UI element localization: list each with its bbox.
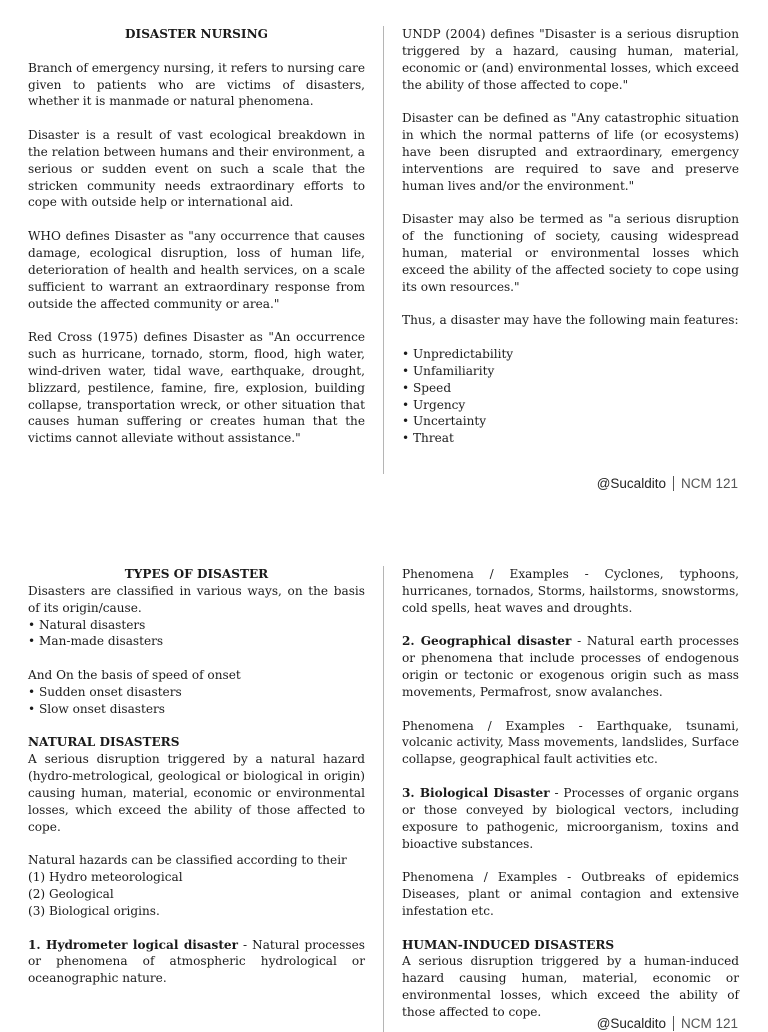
list-item: • Sudden onset disasters (28, 684, 365, 701)
geo-disaster-text: - Natural earth processes or phenomena that include processes of endogenous origin or tectonic or exogenous origin such as mass movements, Permafrost, snow avalanches. (402, 634, 739, 699)
page2-left-column (28, 566, 365, 987)
cause-list (28, 617, 365, 651)
paragraph-definition: Branch of emergency nursing, it refers to nursing care given to patients who are victims of disasters, whether it is manmade or natural phenomena. (28, 60, 365, 109)
natural-disasters-heading: NATURAL DISASTERS (28, 735, 180, 750)
speed-list (28, 684, 365, 718)
list-item: • Unpredictability (402, 346, 739, 363)
hazards-list (28, 869, 365, 920)
course-code: NCM 121 (680, 476, 738, 491)
author-handle: @Sucaldito (596, 476, 666, 491)
list-item: (3) Biological origins. (28, 903, 160, 918)
paragraph-who-definition: WHO defines Disaster as "any occurrence that causes damage, ecological disruption, loss of human life, deterioration of health and health services, on a scale sufficient to warrant an extraordinary response from outside the affected community or area." (28, 229, 365, 311)
list-item: (2) Geological (28, 887, 114, 902)
course-code: NCM 121 (680, 1016, 738, 1031)
page1-right-column (402, 26, 739, 447)
list-item: • Natural disasters (28, 617, 365, 634)
page1-left-column (28, 26, 365, 447)
hydro-disaster-heading: 1. Hydrometer logical disaster (28, 937, 238, 952)
list-item: • Urgency (402, 397, 739, 414)
list-item: • Unfamiliarity (402, 363, 739, 380)
paragraph-hazards-intro: Natural hazards can be classified according to their (28, 853, 347, 868)
bio-disaster-text: - Processes of organic organs or those conveyed by biological vectors, including exposure to pathogenic, microorganism, toxins and bioactive substances. (402, 785, 739, 851)
paragraph-society-disruption: Disaster may also be termed as "a serious disruption of the functioning of society, causing widespread human, material or environmental losses which exceed the ability of the affected society to cope using its own resources." (402, 212, 739, 294)
paragraph-geo-examples: Phenomena / Examples - Earthquake, tsunami, volcanic activity, Mass movements, landslides, Surface collapse, geographical fault activities etc. (402, 718, 739, 767)
list-item: (1) Hydro meteorological (28, 870, 183, 885)
paragraph-bio-examples: Phenomena / Examples - Outbreaks of epidemics Diseases, plant or animal contagion and extensive infestation etc. (402, 870, 739, 918)
list-item: • Speed (402, 380, 739, 397)
page1-footer (597, 476, 738, 491)
features-list (402, 346, 739, 447)
column-divider (383, 566, 384, 1032)
page2-right-column (402, 566, 739, 1021)
paragraph-classification-intro: Disasters are classified in various ways, on the basis of its origin/cause. (28, 583, 365, 615)
list-item: • Slow onset disasters (28, 701, 365, 718)
document-page-2 (0, 548, 768, 1031)
column-divider (383, 26, 384, 474)
human-induced-heading: HUMAN-INDUCED DISASTERS (402, 937, 615, 952)
paragraph-bio-disaster (402, 785, 739, 852)
paragraph-human-induced: A serious disruption triggered by a human-induced hazard causing human, material, economic or environmental losses, which exceed the ability of those affected to cope. (402, 954, 739, 1019)
bio-disaster-heading: 3. Biological Disaster (402, 785, 550, 800)
page1-title: DISASTER NURSING (125, 27, 268, 41)
paragraph-red-cross-definition: Red Cross (1975) defines Disaster as "An occurrence such as hurricane, tornado, storm, flood, high water, wind-driven water, tidal wave, earthquake, drought, blizzard, pestilence, famine, fire, explosion, building collapse, transportation wreck, or other situation that causes human suffering or creates human that the victims cannot alleviate without assistance." (28, 330, 365, 446)
paragraph-natural-disasters: A serious disruption triggered by a natural hazard (hydro-metrological, geological or biological in origin) causing human, material, economic or environmental losses, which exceed the ability of those affected to cope. (28, 752, 365, 834)
list-item: • Uncertainty (402, 413, 739, 430)
author-handle: @Sucaldito (596, 1016, 666, 1031)
paragraph-hydro-disaster (28, 937, 365, 988)
page2-title: TYPES OF DISASTER (124, 567, 269, 581)
list-item: • Man-made disasters (28, 633, 365, 650)
hydro-disaster-text: - Natural processes or phenomena of atmospheric hydrological or oceanographic nature. (28, 937, 365, 986)
paragraph-geo-disaster (402, 633, 739, 700)
list-item: • Threat (402, 430, 739, 447)
paragraph-speed-intro: And On the basis of speed of onset (28, 668, 241, 683)
paragraph-undp-definition: UNDP (2004) defines "Disaster is a serious disruption triggered by a hazard, causing human, material, economic or (and) environmental losses, which exceed the ability of those affected to cope." (402, 27, 739, 92)
footer-separator (673, 476, 674, 491)
paragraph-catastrophic-definition: Disaster can be defined as "Any catastrophic situation in which the normal patterns of life (or ecosystems) have been disrupted and extraordinary, emergency interventions are required to save and preserve human lives and/or the environment." (402, 111, 739, 193)
geo-disaster-heading: 2. Geographical disaster (402, 634, 572, 649)
paragraph-features-intro: Thus, a disaster may have the following main features: (402, 313, 739, 328)
paragraph-disaster-result: Disaster is a result of vast ecological breakdown in the relation between humans and their environment, a serious or sudden event on such a scale that the stricken community needs extraordinary efforts to cope with outside help or international aid. (28, 128, 365, 210)
paragraph-hydro-examples: Phenomena / Examples - Cyclones, typhoons, hurricanes, tornados, Storms, hailstorms, snowstorms, cold spells, heat waves and droughts. (402, 567, 739, 615)
